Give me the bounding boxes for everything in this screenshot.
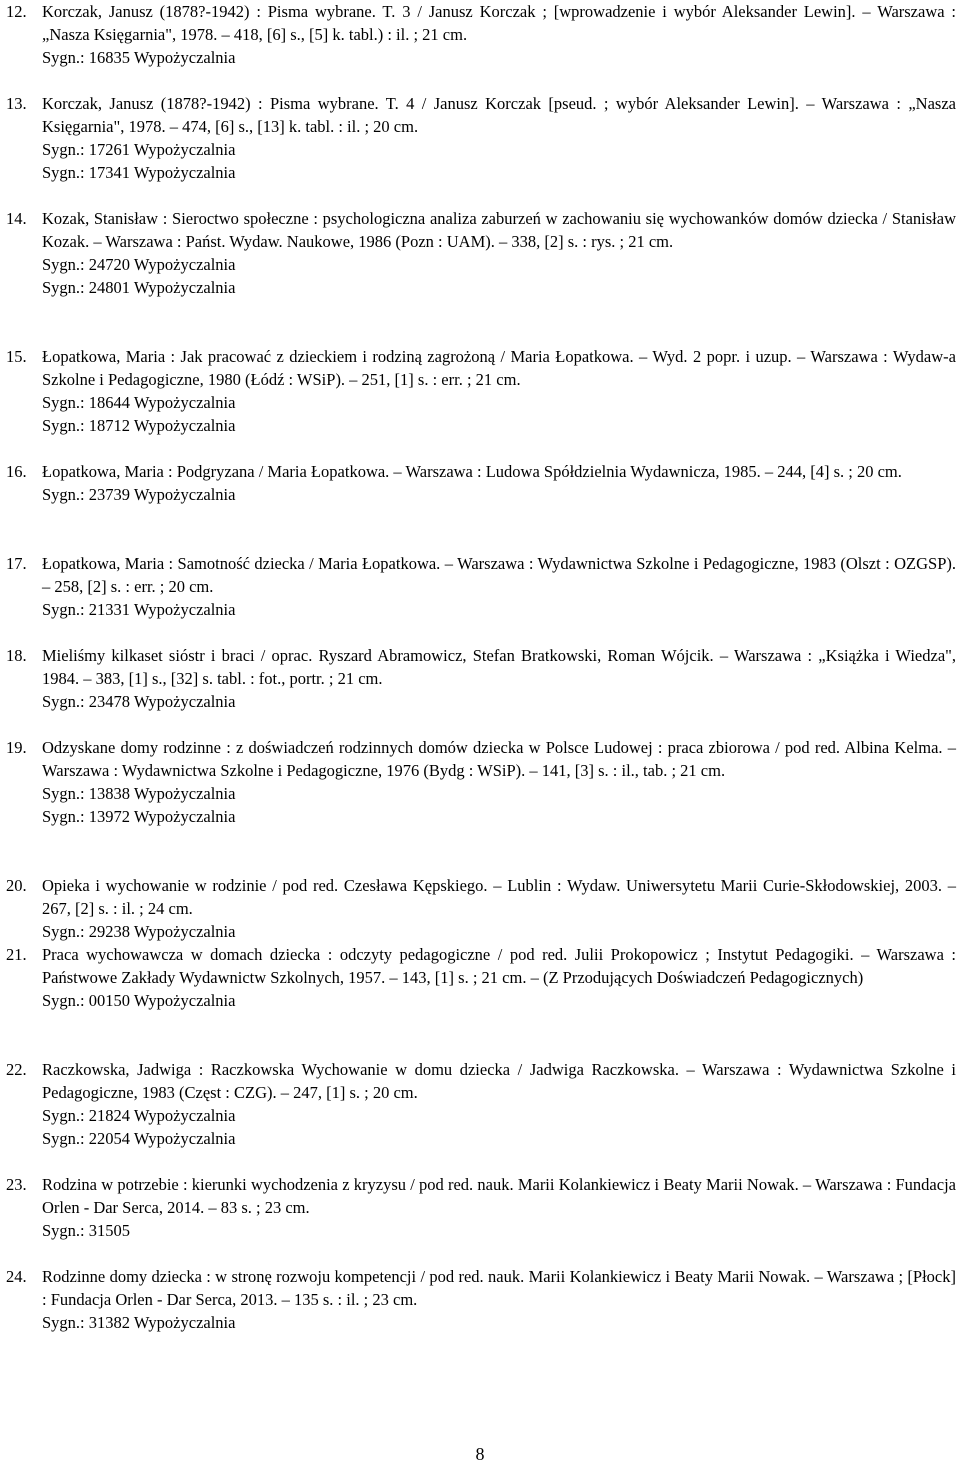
entry-number: 19. [6,738,27,757]
call-number: Sygn.: 24720 Wypożyczalnia [42,255,236,274]
entry-number: 23. [6,1175,27,1194]
call-number: Sygn.: 16835 Wypożyczalnia [42,48,236,67]
entry-description: Łopatkowa, Maria : Jak pracować z dzieckiem i rodziną zagrożoną / Maria Łopatkowa. – Wyd. 2 popr. i uzup. – Warszawa : Wydaw-a Szkolne i Pedagogiczne, 1980 (Łódź : WSiP). – 251, [1] s. : err. ; 21 cm. [42,347,956,389]
call-number: Sygn.: 17341 Wypożyczalnia [42,163,236,182]
entry-description: Łopatkowa, Maria : Podgryzana / Maria Łopatkowa. – Warszawa : Ludowa Spółdzielnia Wydawnicza, 1985. – 244, [4] s. ; 20 cm. [42,462,902,481]
entry-number: 17. [6,554,27,573]
entry-description: Raczkowska, Jadwiga : Raczkowska Wychowanie w domu dziecka / Jadwiga Raczkowska. – Warszawa : Wydawnictwa Szkolne i Pedagogiczne, 1983 (Częst : CZG). – 247, [1] s. ; 20 cm. [42,1060,956,1102]
call-number: Sygn.: 22054 Wypożyczalnia [42,1129,236,1148]
entry-number: 18. [6,646,27,665]
entry-number: 24. [6,1267,27,1286]
entry-number: 13. [6,94,27,113]
entry-description: Odzyskane domy rodzinne : z doświadczeń rodzinnych domów dziecka w Polsce Ludowej : praca zbiorowa / pod red. Albina Kelma. – Warszawa : Wydawnictwa Szkolne i Pedagogiczne, 1976 (Bydg : WSiP). – 141, [3] s. : il., tab. ; 21 cm. [42,738,956,780]
call-number: Sygn.: 18712 Wypożyczalnia [42,416,236,435]
call-number: Sygn.: 13972 Wypożyczalnia [42,807,236,826]
entry-description: Kozak, Stanisław : Sieroctwo społeczne : psychologiczna analiza zaburzeń w zachowaniu się wychowanków domów dziecka / Stanisław Kozak. – Warszawa : Państ. Wydaw. Naukowe, 1986 (Pozn : UAM). – 338, [2] s. : rys. ; 21 cm. [42,209,956,251]
entry-description: Opieka i wychowanie w rodzinie / pod red. Czesława Kępskiego. – Lublin : Wydaw. Uniwersytetu Marii Curie-Skłodowskiej, 2003. – 267, [2] s. : il. ; 24 cm. [42,876,956,918]
entry-description: Mieliśmy kilkaset sióstr i braci / oprac. Ryszard Abramowicz, Stefan Bratkowski, Roman Wójcik. – Warszawa : „Książka i Wiedza", 1984. – 383, [1] s., [32] s. tabl. : fot., portr. ; 21 cm. [42,646,956,688]
call-number: Sygn.: 29238 Wypożyczalnia [42,922,236,941]
entry-number: 22. [6,1060,27,1079]
call-number: Sygn.: 21824 Wypożyczalnia [42,1106,236,1125]
entry-description: Łopatkowa, Maria : Samotność dziecka / Maria Łopatkowa. – Warszawa : Wydawnictwa Szkolne i Pedagogiczne, 1983 (Olszt : OZGSP). – 258, [2] s. : err. ; 20 cm. [42,554,956,596]
page-number: 8 [475,1444,485,1464]
entry-number: 20. [6,876,27,895]
entry-number: 15. [6,347,27,366]
entry-number: 14. [6,209,27,228]
entry-description: Rodzinne domy dziecka : w stronę rozwoju kompetencji / pod red. nauk. Marii Kolankiewicz i Beaty Marii Nowak. – Warszawa ; [Płock] : Fundacja Orlen - Dar Serca, 2013. – 135 s. : il. ; 23 cm. [42,1267,956,1309]
entry-number: 12. [6,2,27,21]
entry-description: Korczak, Janusz (1878?-1942) : Pisma wybrane. T. 3 / Janusz Korczak ; [wprowadzenie i wybór Aleksander Lewin]. – Warszawa : „Nasza Księgarnia", 1978. – 418, [6] s., [5] k. tabl.) : il. ; 21 cm. [42,2,956,44]
entry-number: 16. [6,462,27,481]
call-number: Sygn.: 13838 Wypożyczalnia [42,784,236,803]
entry-description: Korczak, Janusz (1878?-1942) : Pisma wybrane. T. 4 / Janusz Korczak [pseud. ; wybór Aleksander Lewin]. – Warszawa : „Nasza Księgarnia", 1978. – 474, [6] s., [13] k. tabl. : il. ; 20 cm. [42,94,956,136]
call-number: Sygn.: 23478 Wypożyczalnia [42,692,236,711]
call-number: Sygn.: 18644 Wypożyczalnia [42,393,236,412]
entry-description: Praca wychowawcza w domach dziecka : odczyty pedagogiczne / pod red. Julii Prokopowicz ; Instytut Pedagogiki. – Warszawa : Państwowe Zakłady Wydawnictw Szkolnych, 1957. – 143, [1] s. ; 21 cm. – (Z Przodujących Doświadczeń Pedagogicznych) [42,945,956,987]
entry-description: Rodzina w potrzebie : kierunki wychodzenia z kryzysu / pod red. nauk. Marii Kolankiewicz i Beaty Marii Nowak. – Warszawa : Fundacja Orlen - Dar Serca, 2014. – 83 s. ; 23 cm. [42,1175,956,1217]
call-number: Sygn.: 31382 Wypożyczalnia [42,1313,236,1332]
call-number: Sygn.: 23739 Wypożyczalnia [42,485,236,504]
call-number: Sygn.: 21331 Wypożyczalnia [42,600,236,619]
call-number: Sygn.: 24801 Wypożyczalnia [42,278,236,297]
call-number: Sygn.: 00150 Wypożyczalnia [42,991,236,1010]
entry-number: 21. [6,945,27,964]
call-number: Sygn.: 31505 [42,1221,131,1240]
call-number: Sygn.: 17261 Wypożyczalnia [42,140,236,159]
